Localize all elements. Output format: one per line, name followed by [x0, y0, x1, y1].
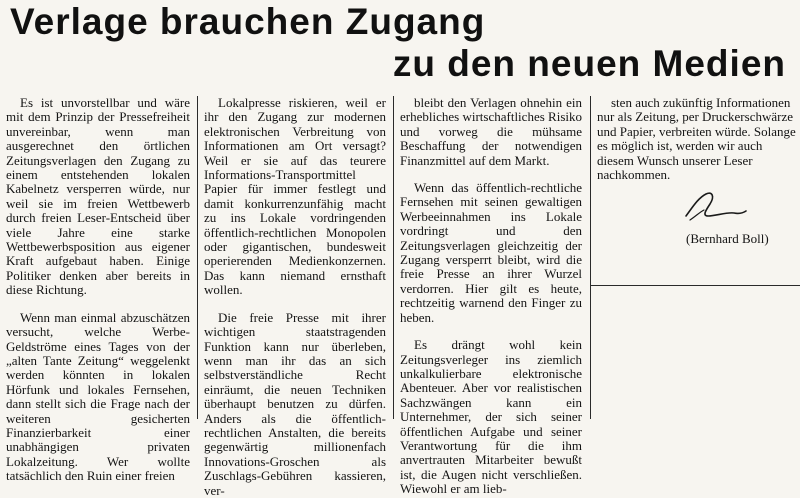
paragraph: Es ist unvorstellbar und wäre mit dem Prinzip der Pressefreiheit unvereinbar, wenn man ausgerechnet den örtlichen Zeitungsverlagen den Zugang zu einem entstehenden lokalen Kabelnetz versperren würde, nur weil sie im freien Wettbewerb durch freien Leser-Entscheid über viele Jahre eine starke Wettbewerbsposition aus eigener Kraft aufgebaut haben. Einige Politiker denken aber bereits in diese Richtung. — [6, 95, 190, 298]
paragraph: Es drängt wohl kein Zeitungsverleger ins ziemlich unkalkulierbare elektronische Abenteuer. Aber vor realistischen Sachzwängen kann ein Unternehmer, der sich seiner öffentlichen Aufgabe und seiner Verantwortung für die ihm anvertrauten Mitarbeiter bewußt ist, die Augen nicht verschließen. Wiewohl er am lieb- — [400, 337, 582, 497]
paragraph: Die freie Presse mit ihrer wichtigen staatstragenden Funktion kann nur überleben, wenn man ihr das an sich selbstverständliche Recht einräumt, die neuen Techniken überhaupt benutzen zu dürfen. Anders als die öffentlich-rechtlichen Anstalten, die bereits gegenwärtig millionenfach Innovations-Groschen als Zuschlags-Gebühren kassieren, ver- — [204, 309, 386, 498]
article-column-1 — [6, 95, 190, 484]
article-column-3 — [400, 95, 582, 497]
article-column-4 — [597, 96, 797, 419]
headline-line-2: zu den neuen Medien — [392, 43, 786, 84]
column-divider — [393, 96, 394, 419]
author-byline: (Bernhard Boll) — [686, 231, 769, 246]
paragraph: Lokalpresse riskieren, weil er ihr den Zugang zur modernen elektronischen Verbreitung von Informationen am Ort versagt? Weil er sie auf das teurere Informations-Transportmittel Papier für immer festlegt und damit konkurrenzunfähig macht zu ins Lokale vordringenden öffentlich-rechtlichen Monopolen oder gigantischen, bundesweit operierenden Medienkonzernen. Das kann niemand ernsthaft wollen. — [204, 95, 386, 298]
column-divider — [197, 96, 198, 419]
paragraph: bleibt den Verlagen ohnehin ein erhebliches wirtschaftliches Risiko und vorweg die mühsame Beschaffung der notwendigen Finanzmittel auf dem Markt. — [400, 95, 582, 168]
handwritten-signature — [682, 186, 748, 224]
article-column-2 — [204, 95, 386, 498]
column-divider — [590, 96, 591, 419]
paragraph: Wenn das öffentlich-rechtliche Fernsehen mit seinen gewaltigen Werbeeinnahmen ins Lokale vordringt und den Zeitungsverlagen gleichzeitig der Zugang versperrt bleibt, wird die freie Presse an ihrer Wurzel verdorren. Hier gilt es heute, rechtzeitig warnend den Finger zu heben. — [400, 180, 582, 325]
paragraph: sten auch zukünftig Informationen nur als Zeitung, per Druckerschwärze und Papier, verbreiten würde. Solange es möglich ist, werden wir auch diesem Wunsch unserer Leser nachkommen. — [597, 95, 796, 183]
paragraph: Wenn man einmal abzuschätzen versucht, welche Werbe-Geldströme eines Tages von der „alten Tante Zeitung“ weggelenkt werden könnten in lokalen Hörfunk und lokales Fernsehen, dann stellt sich die Frage nach der weiteren gesicherten Finanzierbarkeit einer unabhängigen privaten Lokalzeitung. Wer wollte tatsächlich den Ruin einer freien — [6, 309, 190, 484]
headline-line-1: Verlage brauchen Zugang — [10, 1, 486, 42]
